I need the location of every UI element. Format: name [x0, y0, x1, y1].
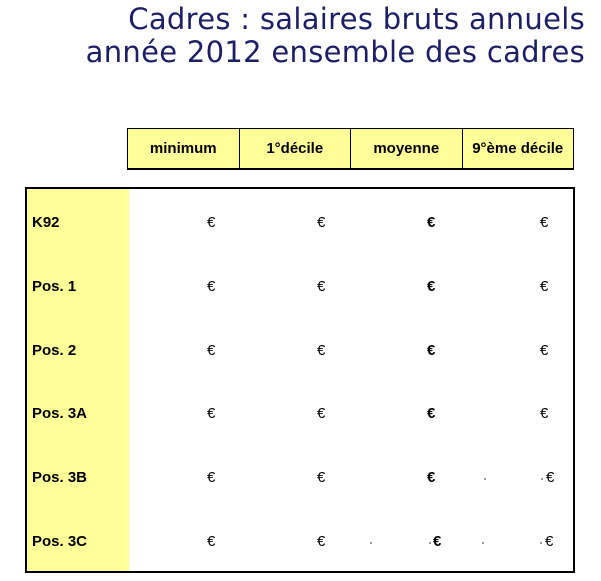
scan-speck — [541, 478, 543, 480]
cell-average: € — [427, 278, 436, 295]
cell-ninth-decile: € — [540, 278, 549, 295]
cell-ninth-decile: € — [540, 405, 549, 422]
cell-first-decile: € — [317, 278, 326, 295]
row-label: Pos. 3A — [32, 405, 88, 422]
cell-first-decile: € — [317, 342, 326, 359]
cell-ninth-decile: € — [546, 469, 555, 486]
cell-minimum: € — [207, 214, 216, 231]
scan-speck — [370, 542, 372, 544]
cell-average: € — [433, 533, 442, 550]
cell-first-decile: € — [317, 214, 326, 231]
row-label: Pos. 3B — [32, 469, 88, 486]
cell-ninth-decile: € — [545, 533, 554, 550]
row-label: Pos. 1 — [32, 278, 77, 295]
row-label: Pos. 3C — [32, 533, 88, 550]
title-line-1: Cadres : salaires bruts annuels — [128, 2, 585, 36]
column-header-row — [127, 128, 574, 170]
row-label-column — [27, 189, 129, 571]
page-title — [86, 3, 585, 69]
salary-table — [25, 187, 575, 573]
cell-average: € — [427, 469, 436, 486]
cell-average: € — [427, 214, 436, 231]
cell-minimum: € — [207, 342, 216, 359]
table-row-pos-1 — [27, 272, 573, 302]
cell-first-decile: € — [317, 533, 326, 550]
row-label: K92 — [32, 214, 60, 231]
column-header-minimum: minimum — [127, 128, 239, 170]
column-header-ninth-decile: 9°ème décile — [462, 128, 575, 170]
cell-minimum: € — [207, 405, 216, 422]
row-label: Pos. 2 — [32, 342, 77, 359]
cell-minimum: € — [207, 469, 216, 486]
cell-ninth-decile: € — [540, 214, 549, 231]
cell-ninth-decile: € — [540, 342, 549, 359]
table-row-pos-3a — [27, 399, 573, 429]
cell-average: € — [427, 405, 436, 422]
scan-speck — [429, 542, 431, 544]
cell-average: € — [427, 342, 436, 359]
table-row-k92 — [27, 208, 573, 238]
column-header-average: moyenne — [350, 128, 462, 170]
title-line-2: année 2012 ensemble des cadres — [85, 35, 585, 69]
table-row-pos-2 — [27, 336, 573, 366]
cell-first-decile: € — [317, 405, 326, 422]
scan-speck — [484, 478, 486, 480]
table-row-pos-3c — [27, 527, 573, 557]
cell-first-decile: € — [317, 469, 326, 486]
cell-minimum: € — [207, 278, 216, 295]
table-row-pos-3b — [27, 463, 573, 493]
scan-speck — [540, 542, 542, 544]
cell-minimum: € — [207, 533, 216, 550]
scan-speck — [482, 542, 484, 544]
column-header-first-decile: 1°décile — [239, 128, 351, 170]
